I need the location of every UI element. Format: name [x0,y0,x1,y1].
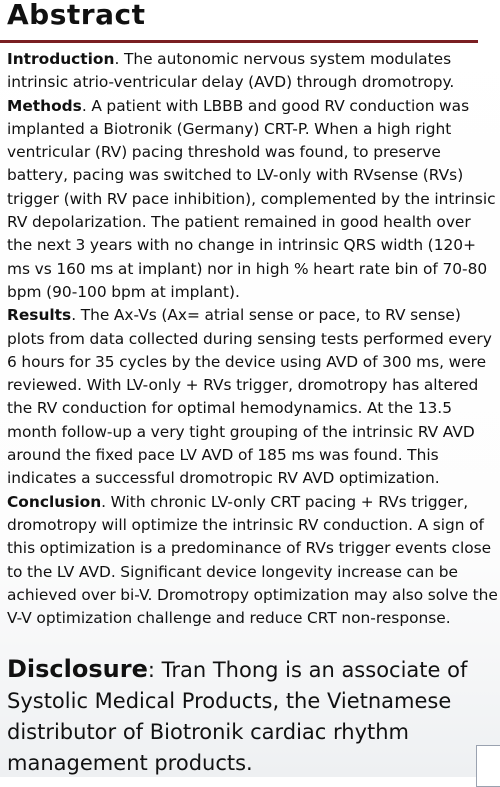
page-title: Abstract [7,0,146,31]
results-paragraph [7,304,499,490]
abstract-body [7,48,499,630]
results-heading: Results [7,306,72,325]
conclusion-heading: Conclusion [7,492,102,511]
conclusion-text: . With chronic LV-only CRT pacing + RVs trigger, dromotropy will optimize the intrinsic RV conduction. A sign of this optimization is a predominance of RVs trigger events close to the LV AVD. Significant device longevity increase can be achieved over bi-V. Dromotropy optimization may also solve the V-V optimization challenge and reduce CRT non-response. [7,492,498,628]
methods-heading: Methods [7,96,82,115]
slide-corner-box [476,745,500,787]
methods-text: . A patient with LBBB and good RV conduction was implanted a Biotronik (Germany) CRT-P. When a high right ventricular (RV) pacing threshold was found, to preserve battery, pacing was switched to LV-only with RVsense (RVs) trigger (with RV pace inhibition), complemented by the intrinsic RV depolarization. The patient remained in good health over the next 3 years with no change in intrinsic QRS width (120+ ms vs 160 ms at implant) nor in high % heart rate bin of 70-80 bpm (90-100 bpm at implant). [7,96,496,301]
disclosure-text: : Tran Thong is an associate of Systolic Medical Products, the Vietnamese distributor of Biotronik cardiac rhythm management products. [7,658,468,775]
conclusion-paragraph [7,491,499,631]
introduction-heading: Introduction [7,50,115,68]
results-text: . The Ax-Vs (Ax= atrial sense or pace, to RV sense) plots from data collected during sensing tests performed every 6 hours for 35 cycles by the device using AVD of 300 ms, were reviewed. With LV-only + RVs trigger, dromotropy has altered the RV conduction for optimal hemodynamics. At the 13.5 month follow-up a very tight grouping of the intrinsic RV AVD around the fixed pace LV AVD of 185 ms was found. This indicates a successful dromotropic RV AVD optimization. [7,306,492,488]
disclosure-heading: Disclosure [7,655,148,683]
title-divider [0,40,478,43]
introduction-paragraph [7,48,499,95]
disclosure-block [7,654,499,779]
methods-paragraph [7,95,499,305]
introduction-text: . The autonomic nervous system modulates intrinsic atrio-ventricular delay (AVD) through dromotropy. [7,50,455,92]
